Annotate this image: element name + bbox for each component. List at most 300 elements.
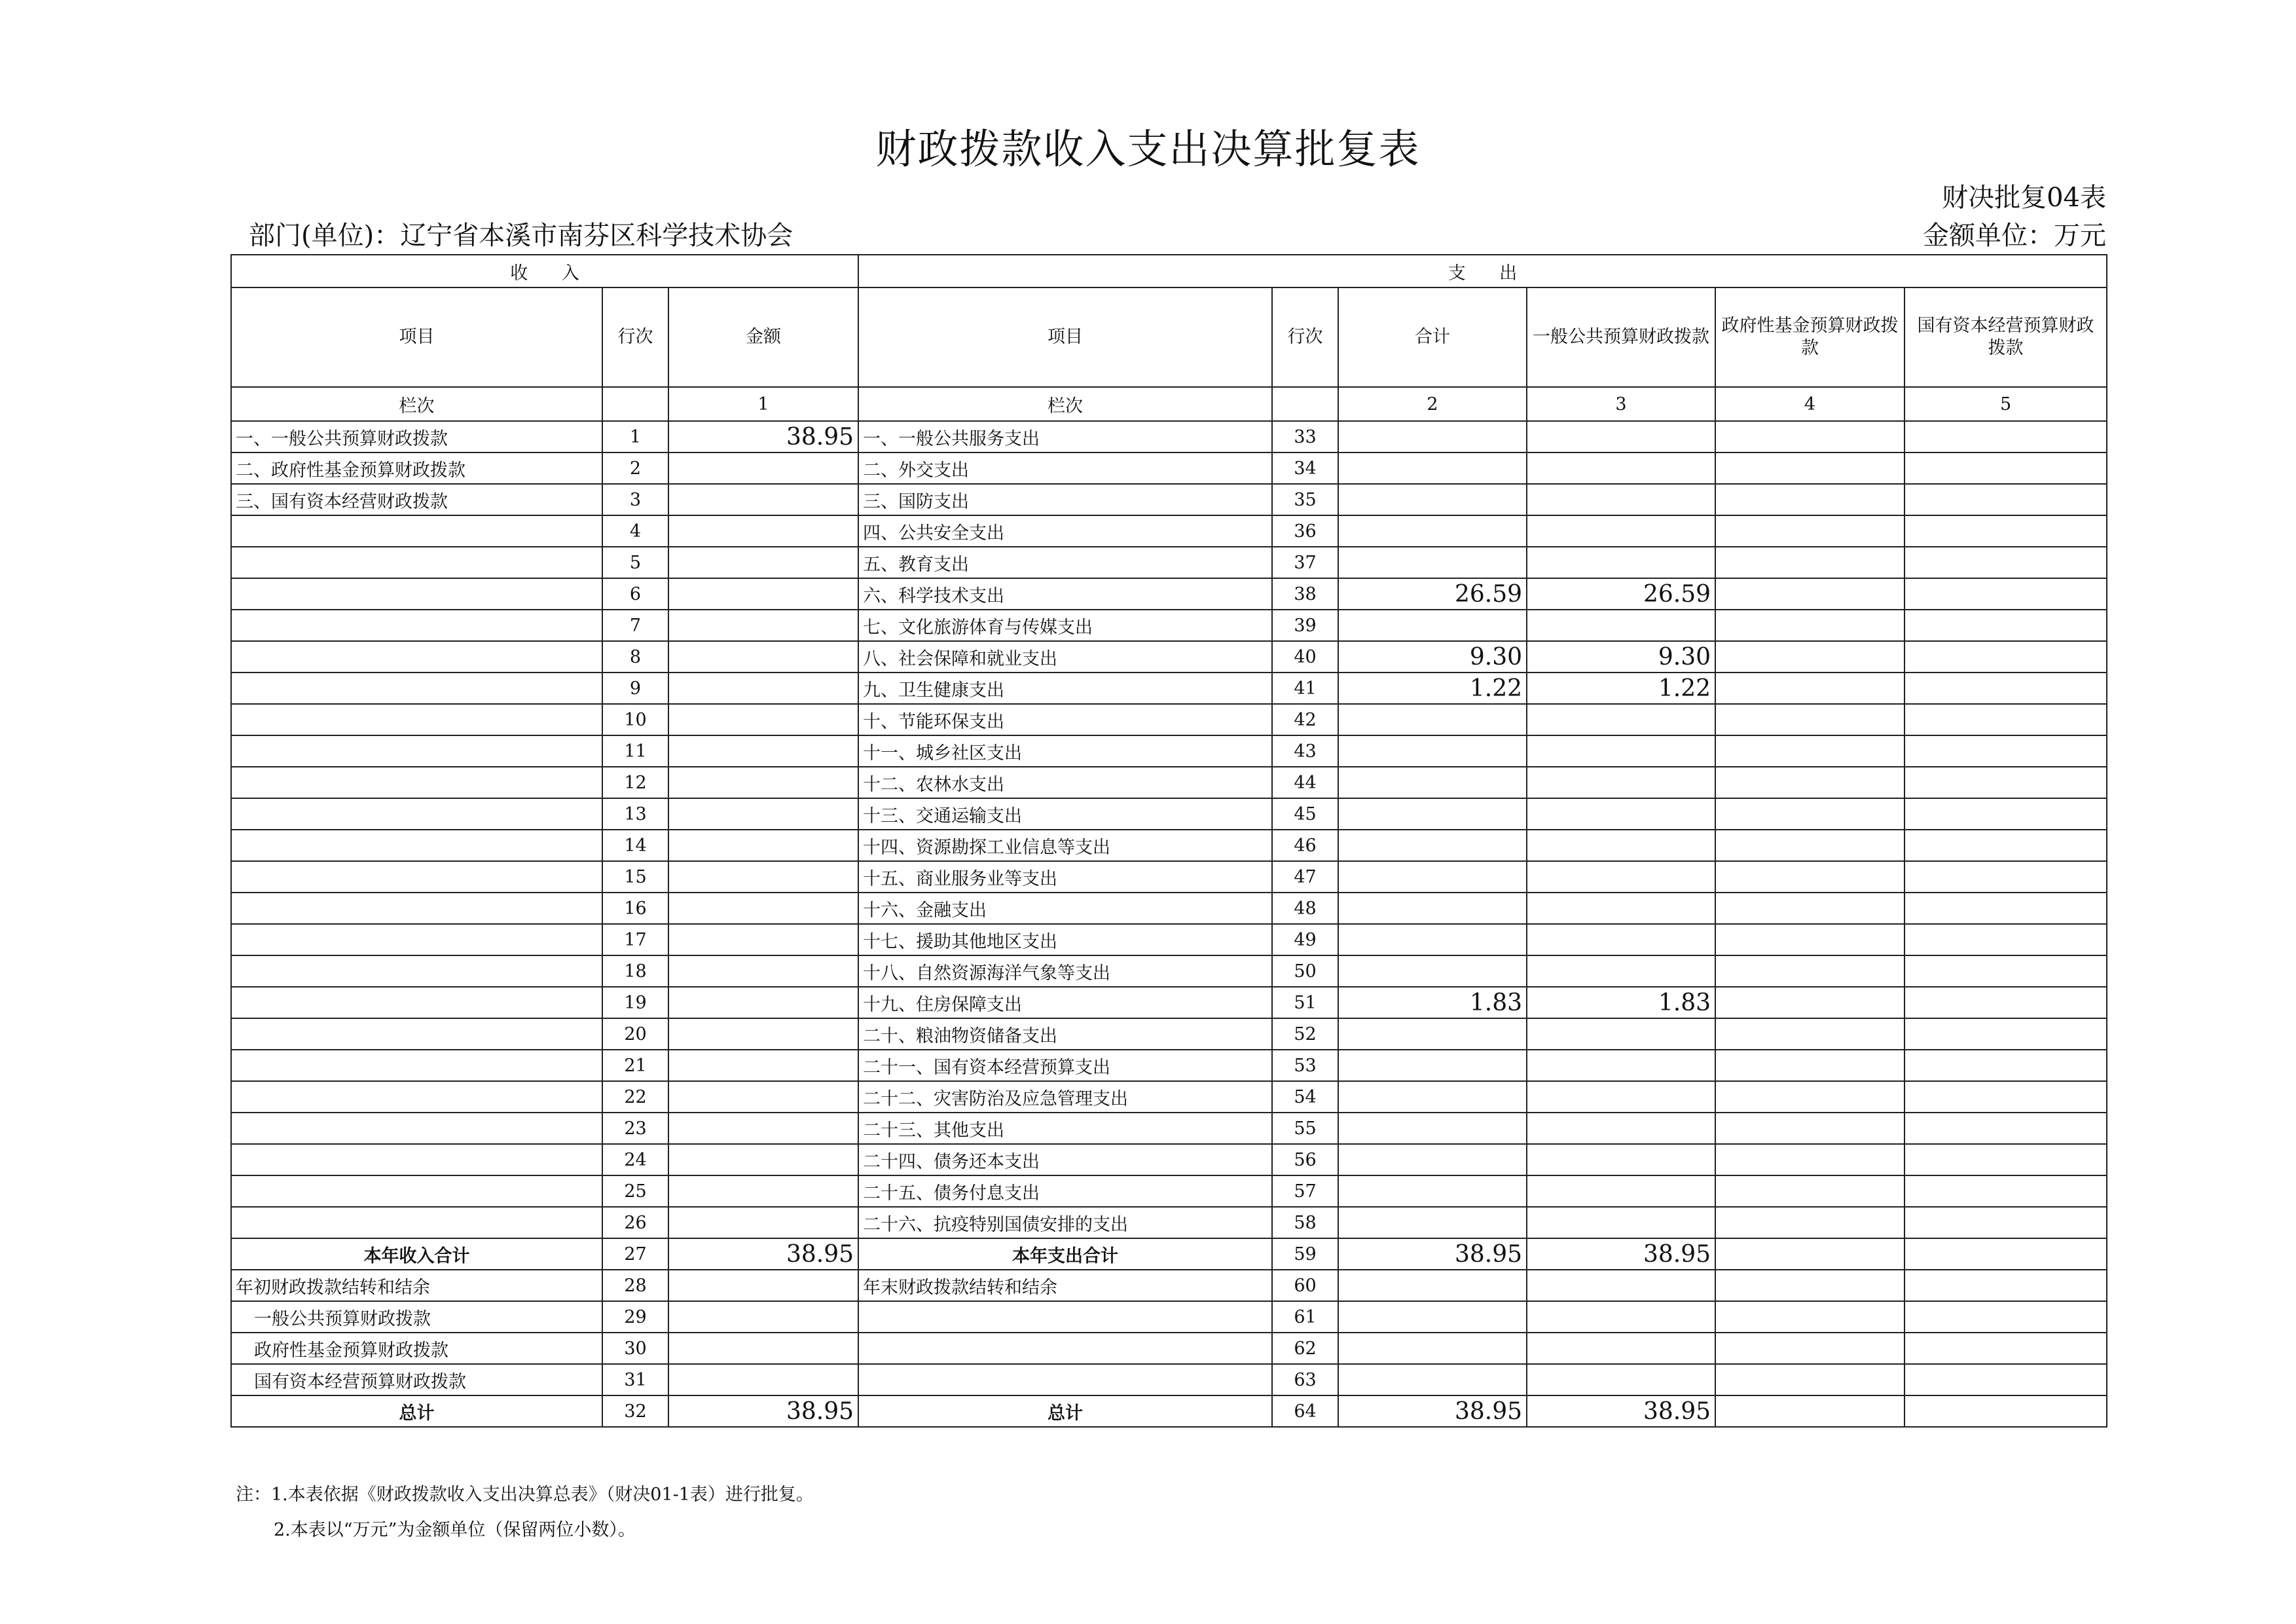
income-item-cell — [231, 1081, 602, 1113]
table-row — [231, 767, 2107, 798]
colnum-label: 栏次 — [231, 387, 602, 421]
income-amount-cell — [668, 484, 858, 515]
expense-item-cell: 十八、自然资源海洋气象等支出 — [858, 955, 1272, 987]
income-item-cell — [231, 987, 602, 1018]
income-amount-cell — [668, 830, 858, 861]
header-general-budget: 一般公共预算财政拨款 — [1527, 287, 1715, 387]
expense-row-no-cell: 61 — [1272, 1301, 1338, 1333]
expense-state-capital-cell — [1904, 578, 2107, 610]
expense-general-budget-cell — [1527, 1333, 1715, 1364]
expense-general-budget-cell — [1527, 547, 1715, 578]
income-row-no-cell: 3 — [602, 484, 668, 515]
expense-item-cell: 二十四、债务还本支出 — [858, 1144, 1272, 1175]
income-amount-cell — [668, 861, 858, 893]
expense-total-cell — [1338, 767, 1527, 798]
income-section-header: 收 入 — [231, 255, 858, 287]
expense-general-budget-cell — [1527, 830, 1715, 861]
income-row-no-cell: 21 — [602, 1050, 668, 1081]
expense-gov-fund-cell — [1715, 515, 1904, 547]
income-amount-cell — [668, 987, 858, 1018]
expense-row-no-cell: 50 — [1272, 955, 1338, 987]
income-item-cell — [231, 924, 602, 955]
colnum-total: 2 — [1338, 387, 1527, 421]
section-header-row — [231, 255, 2107, 287]
income-row-no-cell: 16 — [602, 893, 668, 924]
expense-gov-fund-cell — [1715, 421, 1904, 452]
expense-item-cell: 二、外交支出 — [858, 452, 1272, 484]
expense-item-cell: 十九、住房保障支出 — [858, 987, 1272, 1018]
expense-general-budget-cell: 9.30 — [1527, 641, 1715, 673]
expense-section-header: 支 出 — [858, 255, 2107, 287]
expense-row-no-cell: 42 — [1272, 704, 1338, 735]
expense-total-cell — [1338, 955, 1527, 987]
expense-item-cell: 二十六、抗疫特别国债安排的支出 — [858, 1207, 1272, 1238]
expense-item-cell: 十六、金融支出 — [858, 893, 1272, 924]
income-amount-cell — [668, 798, 858, 830]
expense-row-no-cell: 35 — [1272, 484, 1338, 515]
expense-item-cell: 二十三、其他支出 — [858, 1113, 1272, 1144]
expense-item-cell — [858, 1301, 1272, 1333]
expense-state-capital-cell — [1904, 861, 2107, 893]
income-amount-cell — [668, 452, 858, 484]
income-row-no-cell: 10 — [602, 704, 668, 735]
unit-label: 金额单位：万元 — [1923, 221, 2106, 251]
income-item-cell — [231, 578, 602, 610]
income-item-cell: 总计 — [231, 1395, 602, 1427]
expense-row-no-cell: 53 — [1272, 1050, 1338, 1081]
expense-general-budget-cell — [1527, 767, 1715, 798]
expense-state-capital-cell — [1904, 1113, 2107, 1144]
expense-gov-fund-cell — [1715, 578, 1904, 610]
expense-total-cell — [1338, 484, 1527, 515]
expense-total-cell — [1338, 1081, 1527, 1113]
expense-item-cell: 五、教育支出 — [858, 547, 1272, 578]
expense-state-capital-cell — [1904, 1270, 2107, 1301]
table-row — [231, 704, 2107, 735]
income-row-no-cell: 24 — [602, 1144, 668, 1175]
expense-gov-fund-cell — [1715, 735, 1904, 767]
expense-row-no-cell: 37 — [1272, 547, 1338, 578]
notes — [236, 1477, 814, 1548]
expense-row-no-cell: 57 — [1272, 1175, 1338, 1207]
expense-general-budget-cell — [1527, 1050, 1715, 1081]
expense-item-cell: 本年支出合计 — [858, 1238, 1272, 1270]
income-item-cell: 国有资本经营预算财政拨款 — [231, 1364, 602, 1395]
colnum-income-amount: 1 — [668, 387, 858, 421]
table-row — [231, 893, 2107, 924]
expense-row-no-cell: 41 — [1272, 673, 1338, 704]
expense-total-cell: 1.83 — [1338, 987, 1527, 1018]
table-row — [231, 515, 2107, 547]
income-item-cell: 本年收入合计 — [231, 1238, 602, 1270]
expense-gov-fund-cell — [1715, 452, 1904, 484]
expense-total-cell — [1338, 421, 1527, 452]
colnum-gov-fund: 4 — [1715, 387, 1904, 421]
income-item-cell — [231, 893, 602, 924]
income-amount-cell — [668, 1018, 858, 1050]
expense-state-capital-cell — [1904, 1144, 2107, 1175]
expense-general-budget-cell: 38.95 — [1527, 1238, 1715, 1270]
expense-total-cell: 38.95 — [1338, 1238, 1527, 1270]
expense-row-no-cell: 38 — [1272, 578, 1338, 610]
expense-general-budget-cell: 1.22 — [1527, 673, 1715, 704]
expense-gov-fund-cell — [1715, 861, 1904, 893]
expense-general-budget-cell — [1527, 610, 1715, 641]
expense-row-no-cell: 62 — [1272, 1333, 1338, 1364]
income-amount-cell — [668, 1364, 858, 1395]
expense-state-capital-cell — [1904, 893, 2107, 924]
income-row-no-cell: 8 — [602, 641, 668, 673]
expense-item-cell: 七、文化旅游体育与传媒支出 — [858, 610, 1272, 641]
table-row — [231, 610, 2107, 641]
expense-item-cell: 六、科学技术支出 — [858, 578, 1272, 610]
expense-item-cell — [858, 1333, 1272, 1364]
income-item-cell — [231, 673, 602, 704]
expense-state-capital-cell — [1904, 452, 2107, 484]
colnum-blank — [602, 387, 668, 421]
income-amount-cell — [668, 924, 858, 955]
expense-item-cell: 十五、商业服务业等支出 — [858, 861, 1272, 893]
expense-general-budget-cell — [1527, 1175, 1715, 1207]
expense-state-capital-cell — [1904, 484, 2107, 515]
expense-state-capital-cell — [1904, 1175, 2107, 1207]
expense-total-cell — [1338, 1333, 1527, 1364]
expense-state-capital-cell — [1904, 704, 2107, 735]
expense-state-capital-cell — [1904, 673, 2107, 704]
expense-total-cell — [1338, 1113, 1527, 1144]
expense-total-cell — [1338, 704, 1527, 735]
expense-gov-fund-cell — [1715, 1113, 1904, 1144]
income-amount-cell: 38.95 — [668, 1238, 858, 1270]
expense-gov-fund-cell — [1715, 1270, 1904, 1301]
expense-state-capital-cell — [1904, 1050, 2107, 1081]
expense-item-cell: 总计 — [858, 1395, 1272, 1427]
expense-gov-fund-cell — [1715, 987, 1904, 1018]
income-item-cell: 一般公共预算财政拨款 — [231, 1301, 602, 1333]
income-row-no-cell: 17 — [602, 924, 668, 955]
expense-general-budget-cell — [1527, 893, 1715, 924]
income-item-cell — [231, 1018, 602, 1050]
table-row — [231, 1050, 2107, 1081]
expense-state-capital-cell — [1904, 515, 2107, 547]
table-row — [231, 641, 2107, 673]
expense-total-cell — [1338, 861, 1527, 893]
expense-general-budget-cell — [1527, 1081, 1715, 1113]
expense-gov-fund-cell — [1715, 1050, 1904, 1081]
expense-total-cell — [1338, 893, 1527, 924]
expense-total-cell — [1338, 547, 1527, 578]
expense-gov-fund-cell — [1715, 924, 1904, 955]
form-number: 财决批复04表 — [1942, 183, 2106, 213]
expense-gov-fund-cell — [1715, 1364, 1904, 1395]
expense-row-no-cell: 49 — [1272, 924, 1338, 955]
expense-gov-fund-cell — [1715, 1144, 1904, 1175]
expense-gov-fund-cell — [1715, 1081, 1904, 1113]
expense-general-budget-cell: 38.95 — [1527, 1395, 1715, 1427]
income-item-cell — [231, 830, 602, 861]
column-number-row — [231, 387, 2107, 421]
expense-state-capital-cell — [1904, 735, 2107, 767]
expense-item-cell: 一、一般公共服务支出 — [858, 421, 1272, 452]
income-row-no-cell: 1 — [602, 421, 668, 452]
income-item-cell — [231, 1207, 602, 1238]
expense-row-no-cell: 46 — [1272, 830, 1338, 861]
expense-state-capital-cell — [1904, 1301, 2107, 1333]
summary-row — [231, 1333, 2107, 1364]
income-item-cell — [231, 704, 602, 735]
header-income-item: 项目 — [231, 287, 602, 387]
income-amount-cell — [668, 1301, 858, 1333]
expense-state-capital-cell — [1904, 1395, 2107, 1427]
expense-state-capital-cell — [1904, 1018, 2107, 1050]
table-row — [231, 861, 2107, 893]
table-row — [231, 421, 2107, 452]
income-row-no-cell: 26 — [602, 1207, 668, 1238]
colnum-general: 3 — [1527, 387, 1715, 421]
income-amount-cell — [668, 610, 858, 641]
expense-row-no-cell: 48 — [1272, 893, 1338, 924]
expense-general-budget-cell — [1527, 421, 1715, 452]
expense-state-capital-cell — [1904, 421, 2107, 452]
summary-row — [231, 1238, 2107, 1270]
expense-gov-fund-cell — [1715, 955, 1904, 987]
expense-general-budget-cell — [1527, 861, 1715, 893]
expense-row-no-cell: 43 — [1272, 735, 1338, 767]
expense-row-no-cell: 52 — [1272, 1018, 1338, 1050]
income-row-no-cell: 19 — [602, 987, 668, 1018]
income-amount-cell — [668, 955, 858, 987]
expense-gov-fund-cell — [1715, 798, 1904, 830]
income-item-cell — [231, 1175, 602, 1207]
income-item-cell: 年初财政拨款结转和结余 — [231, 1270, 602, 1301]
income-item-cell — [231, 767, 602, 798]
income-item-cell — [231, 861, 602, 893]
colnum-expense-label: 栏次 — [858, 387, 1272, 421]
income-row-no-cell: 12 — [602, 767, 668, 798]
income-item-cell — [231, 1144, 602, 1175]
table-row — [231, 924, 2107, 955]
expense-item-cell: 十七、援助其他地区支出 — [858, 924, 1272, 955]
expense-state-capital-cell — [1904, 641, 2107, 673]
expense-state-capital-cell — [1904, 767, 2107, 798]
note-2: 2.本表以“万元”为金额单位（保留两位小数）。 — [274, 1520, 636, 1540]
expense-state-capital-cell — [1904, 1238, 2107, 1270]
expense-item-cell: 年末财政拨款结转和结余 — [858, 1270, 1272, 1301]
expense-total-cell — [1338, 452, 1527, 484]
income-amount-cell — [668, 1144, 858, 1175]
income-amount-cell — [668, 1333, 858, 1364]
income-item-cell — [231, 798, 602, 830]
expense-general-budget-cell — [1527, 1364, 1715, 1395]
expense-gov-fund-cell — [1715, 893, 1904, 924]
table-row — [231, 452, 2107, 484]
income-row-no-cell: 27 — [602, 1238, 668, 1270]
income-row-no-cell: 7 — [602, 610, 668, 641]
header-income-row-no: 行次 — [602, 287, 668, 387]
expense-row-no-cell: 47 — [1272, 861, 1338, 893]
expense-gov-fund-cell — [1715, 1207, 1904, 1238]
expense-item-cell: 十二、农林水支出 — [858, 767, 1272, 798]
expense-total-cell — [1338, 610, 1527, 641]
income-amount-cell: 38.95 — [668, 421, 858, 452]
header-expense-row-no: 行次 — [1272, 287, 1338, 387]
expense-gov-fund-cell — [1715, 1301, 1904, 1333]
expense-item-cell: 十三、交通运输支出 — [858, 798, 1272, 830]
income-item-cell — [231, 547, 602, 578]
expense-item-cell: 二十二、灾害防治及应急管理支出 — [858, 1081, 1272, 1113]
fiscal-table — [230, 254, 2107, 1428]
expense-gov-fund-cell — [1715, 1175, 1904, 1207]
table-row — [231, 735, 2107, 767]
expense-row-no-cell: 58 — [1272, 1207, 1338, 1238]
expense-gov-fund-cell — [1715, 610, 1904, 641]
department-label: 部门(单位)：辽宁省本溪市南芬区科学技术协会 — [249, 221, 793, 251]
income-amount-cell — [668, 641, 858, 673]
income-row-no-cell: 32 — [602, 1395, 668, 1427]
table-row — [231, 1113, 2107, 1144]
expense-item-cell: 二十、粮油物资储备支出 — [858, 1018, 1272, 1050]
expense-general-budget-cell — [1527, 515, 1715, 547]
income-amount-cell — [668, 1081, 858, 1113]
table-row — [231, 798, 2107, 830]
table-row — [231, 955, 2107, 987]
expense-total-cell — [1338, 515, 1527, 547]
expense-item-cell: 四、公共安全支出 — [858, 515, 1272, 547]
income-item-cell — [231, 735, 602, 767]
table-row — [231, 1175, 2107, 1207]
expense-item-cell: 九、卫生健康支出 — [858, 673, 1272, 704]
income-item-cell: 一、一般公共预算财政拨款 — [231, 421, 602, 452]
expense-gov-fund-cell — [1715, 1333, 1904, 1364]
income-item-cell — [231, 1113, 602, 1144]
expense-general-budget-cell — [1527, 484, 1715, 515]
income-item-cell: 二、政府性基金预算财政拨款 — [231, 452, 602, 484]
expense-total-cell — [1338, 830, 1527, 861]
header-state-capital: 国有资本经营预算财政拨款 — [1904, 287, 2107, 387]
expense-state-capital-cell — [1904, 924, 2107, 955]
expense-gov-fund-cell — [1715, 1018, 1904, 1050]
colnum-blank — [1272, 387, 1338, 421]
income-amount-cell — [668, 893, 858, 924]
expense-general-budget-cell — [1527, 1113, 1715, 1144]
expense-row-no-cell: 55 — [1272, 1113, 1338, 1144]
expense-row-no-cell: 59 — [1272, 1238, 1338, 1270]
expense-state-capital-cell — [1904, 1207, 2107, 1238]
income-row-no-cell: 30 — [602, 1333, 668, 1364]
expense-row-no-cell: 56 — [1272, 1144, 1338, 1175]
income-row-no-cell: 31 — [602, 1364, 668, 1395]
expense-total-cell: 1.22 — [1338, 673, 1527, 704]
expense-general-budget-cell — [1527, 1144, 1715, 1175]
expense-general-budget-cell — [1527, 1301, 1715, 1333]
expense-row-no-cell: 64 — [1272, 1395, 1338, 1427]
expense-gov-fund-cell — [1715, 1238, 1904, 1270]
income-amount-cell — [668, 578, 858, 610]
income-item-cell: 三、国有资本经营财政拨款 — [231, 484, 602, 515]
expense-row-no-cell: 34 — [1272, 452, 1338, 484]
income-amount-cell — [668, 1207, 858, 1238]
income-item-cell — [231, 515, 602, 547]
expense-total-cell: 26.59 — [1338, 578, 1527, 610]
income-row-no-cell: 6 — [602, 578, 668, 610]
income-amount-cell — [668, 515, 858, 547]
expense-row-no-cell: 40 — [1272, 641, 1338, 673]
income-item-cell — [231, 610, 602, 641]
summary-row — [231, 1364, 2107, 1395]
expense-total-cell — [1338, 798, 1527, 830]
income-amount-cell — [668, 1050, 858, 1081]
table-row — [231, 830, 2107, 861]
expense-total-cell — [1338, 1364, 1527, 1395]
income-amount-cell — [668, 1113, 858, 1144]
income-amount-cell — [668, 767, 858, 798]
income-row-no-cell: 9 — [602, 673, 668, 704]
colnum-state-capital: 5 — [1904, 387, 2107, 421]
expense-state-capital-cell — [1904, 610, 2107, 641]
column-header-row — [231, 287, 2107, 387]
expense-gov-fund-cell — [1715, 704, 1904, 735]
expense-item-cell: 八、社会保障和就业支出 — [858, 641, 1272, 673]
expense-general-budget-cell — [1527, 735, 1715, 767]
expense-state-capital-cell — [1904, 547, 2107, 578]
expense-item-cell: 二十一、国有资本经营预算支出 — [858, 1050, 1272, 1081]
expense-general-budget-cell — [1527, 704, 1715, 735]
expense-row-no-cell: 54 — [1272, 1081, 1338, 1113]
expense-general-budget-cell — [1527, 1270, 1715, 1301]
expense-general-budget-cell — [1527, 955, 1715, 987]
income-row-no-cell: 22 — [602, 1081, 668, 1113]
header-expense-item: 项目 — [858, 287, 1272, 387]
expense-total-cell — [1338, 1050, 1527, 1081]
expense-total-cell — [1338, 1018, 1527, 1050]
table-row — [231, 673, 2107, 704]
expense-gov-fund-cell — [1715, 673, 1904, 704]
income-row-no-cell: 20 — [602, 1018, 668, 1050]
expense-item-cell: 十四、资源勘探工业信息等支出 — [858, 830, 1272, 861]
income-row-no-cell: 2 — [602, 452, 668, 484]
expense-item-cell: 十一、城乡社区支出 — [858, 735, 1272, 767]
expense-item-cell: 二十五、债务付息支出 — [858, 1175, 1272, 1207]
expense-total-cell — [1338, 1207, 1527, 1238]
income-row-no-cell: 13 — [602, 798, 668, 830]
header-total: 合计 — [1338, 287, 1527, 387]
table-row — [231, 1207, 2107, 1238]
income-amount-cell — [668, 547, 858, 578]
expense-row-no-cell: 39 — [1272, 610, 1338, 641]
table-row — [231, 547, 2107, 578]
header-income-amount: 金额 — [668, 287, 858, 387]
income-item-cell — [231, 1050, 602, 1081]
income-row-no-cell: 28 — [602, 1270, 668, 1301]
income-amount-cell: 38.95 — [668, 1395, 858, 1427]
expense-row-no-cell: 60 — [1272, 1270, 1338, 1301]
income-row-no-cell: 25 — [602, 1175, 668, 1207]
expense-gov-fund-cell — [1715, 484, 1904, 515]
expense-state-capital-cell — [1904, 1333, 2107, 1364]
table-row — [231, 578, 2107, 610]
income-amount-cell — [668, 673, 858, 704]
expense-state-capital-cell — [1904, 798, 2107, 830]
expense-general-budget-cell — [1527, 798, 1715, 830]
income-row-no-cell: 11 — [602, 735, 668, 767]
expense-total-cell — [1338, 735, 1527, 767]
expense-total-cell — [1338, 1175, 1527, 1207]
note-1: 注：1.本表依据《财政拨款收入支出决算总表》（财决01-1表）进行批复。 — [236, 1485, 814, 1505]
expense-item-cell: 三、国防支出 — [858, 484, 1272, 515]
expense-state-capital-cell — [1904, 955, 2107, 987]
expense-general-budget-cell: 26.59 — [1527, 578, 1715, 610]
income-row-no-cell: 15 — [602, 861, 668, 893]
